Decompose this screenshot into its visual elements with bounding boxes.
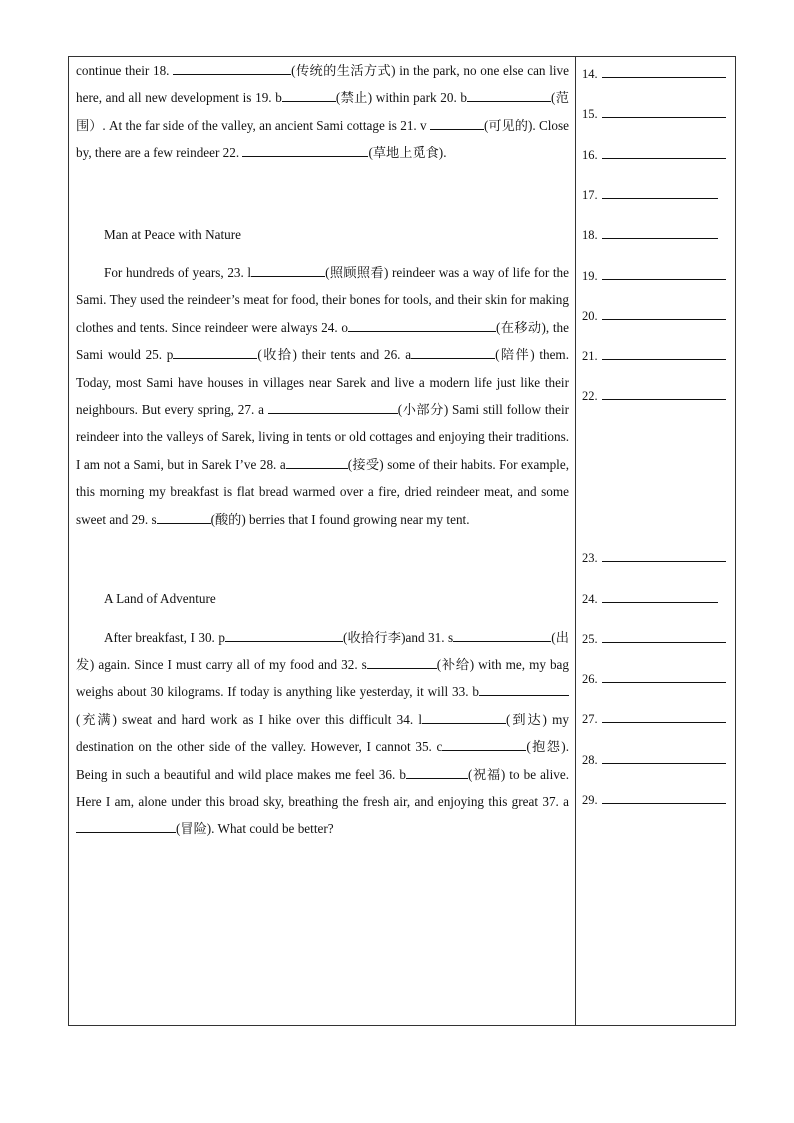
fill-blank[interactable]	[422, 710, 506, 724]
answer-line[interactable]	[602, 63, 726, 78]
answer-row	[582, 63, 726, 83]
answer-line[interactable]	[602, 184, 718, 199]
passage-text: (充满) sweat and hard work as I hike over this difficult 34. l	[76, 711, 423, 727]
fill-blank[interactable]	[251, 263, 325, 277]
fill-blank[interactable]	[442, 737, 526, 751]
answer-number: 16.	[582, 148, 598, 162]
answer-number: 28.	[582, 753, 598, 767]
answer-line[interactable]	[602, 789, 726, 804]
answer-line[interactable]	[602, 144, 726, 159]
passage-text: (照顾照看) reindeer was a way of life for the Sami. They used the reindeer’s meat for food, their bones for tools, and their skin for making clothes and tents. Since reindeer were always 24. o	[76, 265, 570, 335]
fill-blank[interactable]	[157, 510, 211, 524]
answer-row	[582, 144, 726, 164]
passage-text: (到达) my destination on the other side of the valley. However, I cannot 35. c	[76, 711, 570, 755]
section-heading-adventure: A Land of Adventure	[104, 591, 216, 607]
passage-text: (可见的). Close by, there are a few reindeer 22.	[76, 117, 570, 161]
passage-text: (草地上觅食).	[368, 145, 447, 161]
fill-blank[interactable]	[225, 628, 343, 642]
passage-text: (酸的) berries that I found growing near my tent.	[210, 511, 470, 527]
answer-row	[582, 628, 726, 648]
passage-text: (接受) some of their habits. For example, this morning my breakfast is flat bread warmed over a fire, dried reindeer meat, and some sweet and 29. s	[76, 456, 569, 527]
passage-text: (禁止) within park 20. b	[335, 90, 468, 106]
answer-row	[582, 224, 718, 244]
worksheet-table	[68, 56, 736, 1026]
fill-blank[interactable]	[430, 116, 484, 130]
passage-text: (祝福) to be alive. Here I am, alone under this broad sky, breathing the fresh air, and enjoying this great 37. a	[76, 766, 569, 809]
fill-blank[interactable]	[453, 628, 551, 642]
answer-row	[582, 668, 726, 688]
answer-number: 15.	[582, 107, 598, 121]
passage-text: (传统的生活方式) in the park, no one else can live here, and all new development is 19. b	[76, 63, 570, 106]
answer-line[interactable]	[602, 628, 726, 643]
intro-paragraph	[76, 57, 569, 167]
passage-text: (范围）. At the far side of the valley, an ancient Sami cottage is 21. v	[76, 90, 569, 133]
answer-number: 17.	[582, 188, 598, 202]
answer-line[interactable]	[602, 668, 726, 683]
passage-text: (陪伴) them. Today, most Sami have houses in villages near Sarek and live a modern life just like their neighbours. But every spring, 27. a	[76, 347, 569, 418]
answer-row	[582, 345, 726, 365]
answer-row	[582, 305, 726, 325]
answer-row	[582, 749, 726, 769]
passage-text: continue their 18.	[76, 63, 174, 78]
answer-row	[582, 385, 726, 405]
answer-number: 27.	[582, 712, 598, 726]
answer-line[interactable]	[602, 708, 726, 723]
passage-text: (收拾行李)and 31. s	[342, 629, 454, 645]
answer-line[interactable]	[602, 265, 726, 280]
paragraph-nature	[76, 259, 569, 533]
passage-text: For hundreds of years, 23. l	[104, 265, 252, 281]
passage-text: (收拾) their tents and 26. a	[257, 347, 412, 363]
fill-blank[interactable]	[479, 682, 569, 696]
answer-line[interactable]	[602, 224, 718, 239]
answer-row	[582, 708, 726, 728]
answer-number: 19.	[582, 269, 598, 283]
answer-line[interactable]	[602, 749, 726, 764]
answer-number: 23.	[582, 551, 598, 565]
fill-blank[interactable]	[406, 765, 468, 779]
answer-line[interactable]	[602, 103, 726, 118]
passage-text: (在移动), the Sami would 25. p	[76, 319, 569, 363]
answer-number: 20.	[582, 309, 598, 323]
answer-line[interactable]	[602, 547, 726, 562]
section-heading-nature: Man at Peace with Nature	[104, 226, 241, 242]
answer-number: 25.	[582, 632, 598, 646]
fill-blank[interactable]	[173, 61, 291, 75]
answer-number: 21.	[582, 349, 598, 363]
fill-blank[interactable]	[367, 655, 437, 669]
answer-line[interactable]	[602, 385, 726, 400]
fill-blank[interactable]	[242, 143, 368, 157]
fill-blank[interactable]	[348, 318, 496, 332]
column-divider	[575, 57, 576, 1025]
answer-number: 29.	[582, 793, 598, 807]
answer-line[interactable]	[602, 345, 726, 360]
fill-blank[interactable]	[282, 88, 336, 102]
answer-number: 22.	[582, 389, 598, 403]
paragraph-adventure	[76, 624, 569, 843]
answer-row	[582, 103, 726, 123]
passage-text: (小部分) Sami still follow their reindeer into the valleys of Sarek, living in tents or old cottages and enjoying their traditions. I am not a Sami, but in Sarek I’ve 28. a	[76, 402, 570, 472]
passage-text: After breakfast, I 30. p	[104, 629, 225, 645]
fill-blank[interactable]	[268, 400, 398, 414]
fill-blank[interactable]	[76, 819, 176, 833]
answer-line[interactable]	[602, 305, 726, 320]
answer-number: 24.	[582, 592, 598, 606]
answer-number: 18.	[582, 228, 598, 242]
passage-text: (补给) with me, my bag weighs about 30 kilograms. If today is anything like yesterday, it will 33. b	[76, 656, 569, 700]
fill-blank[interactable]	[173, 345, 257, 359]
passage-text: (抱怨). Being in such a beautiful and wild place makes me feel 36. b	[76, 739, 569, 782]
answer-row	[582, 789, 726, 809]
passage-text: (冒险). What could be better?	[176, 821, 334, 837]
answer-row	[582, 588, 718, 608]
answer-line[interactable]	[602, 588, 718, 603]
answer-row	[582, 547, 726, 567]
passage-text: (出发) again. Since I must carry all of my food and 32. s	[76, 629, 569, 672]
fill-blank[interactable]	[411, 345, 495, 359]
answer-number: 14.	[582, 67, 598, 81]
fill-blank[interactable]	[286, 455, 348, 469]
answer-row	[582, 184, 718, 204]
passage-column	[76, 57, 569, 843]
fill-blank[interactable]	[467, 88, 551, 102]
answer-row	[582, 265, 726, 285]
answer-number: 26.	[582, 672, 598, 686]
